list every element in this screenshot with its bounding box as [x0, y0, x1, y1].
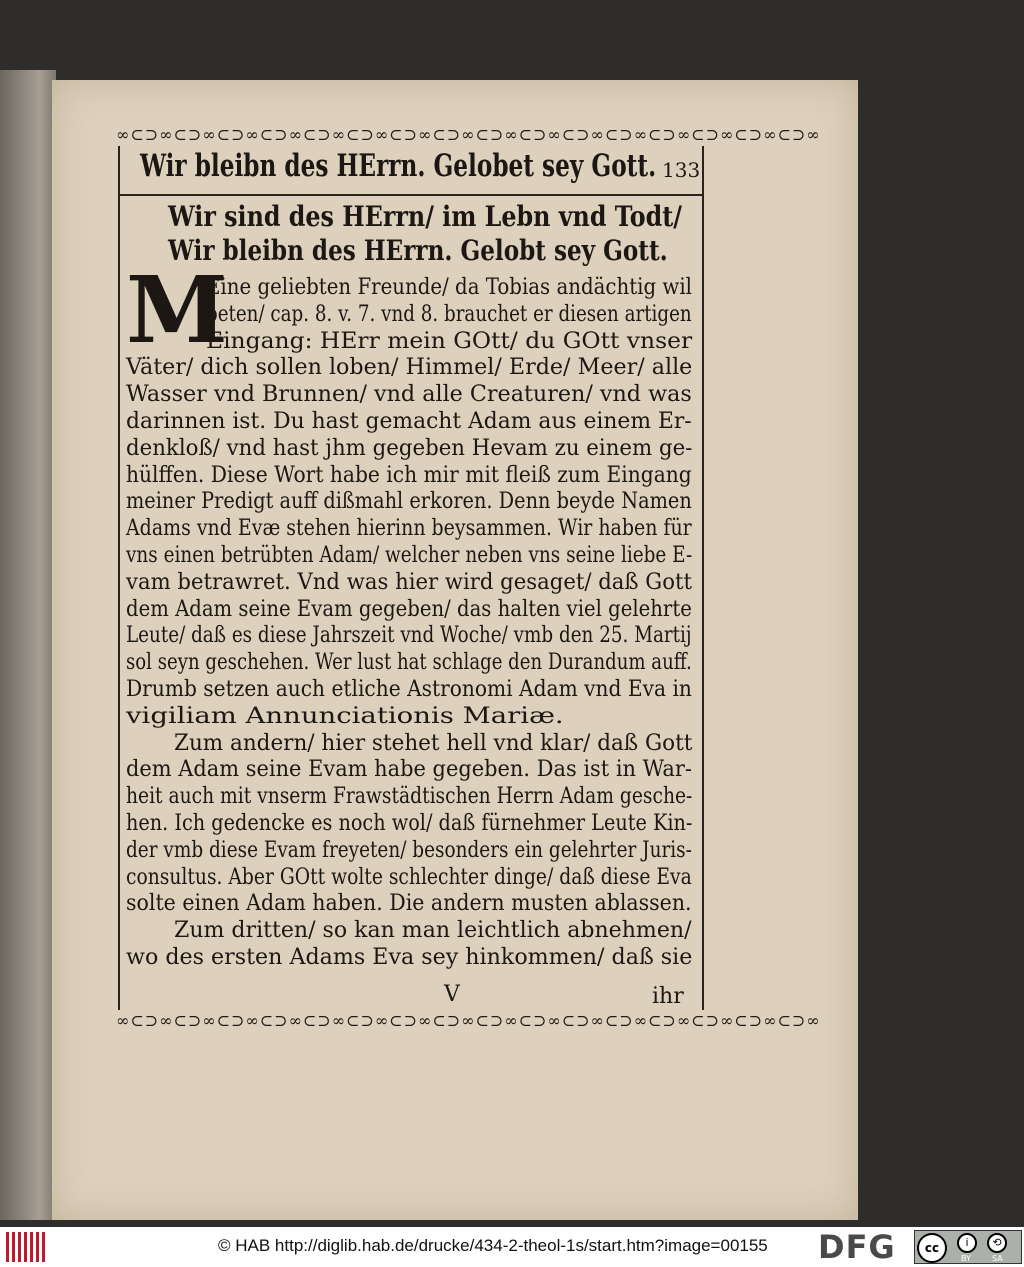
text-line: heit auch mit vnserm Frawstädtischen Herrn Adam gesche-	[126, 784, 693, 810]
drop-cap-initial: M	[126, 256, 228, 364]
text-line: vns einen betrübten Adam/ welcher neben vns seine liebe E-	[126, 543, 693, 568]
text-line: vigiliam Annunciationis Mariæ.	[126, 703, 564, 729]
text-line: dem Adam seine Evam gegeben/ das halten viel gelehrte	[126, 596, 692, 622]
header-rule	[118, 194, 704, 196]
motto-line-2: Wir bleibn des HErrn. Gelobt sey Gott.	[168, 234, 668, 267]
frame-rule-right	[702, 146, 704, 1010]
running-head: Wir bleibn des HErrn. Gelobet sey Gott.	[140, 148, 657, 184]
footer-credit-link[interactable]: © HAB http://diglib.hab.de/drucke/434-2-theol-1s/start.htm?image=00155	[218, 1236, 768, 1255]
text-line: Adams vnd Evæ stehen hierinn beysammen. Wir haben für	[126, 516, 692, 542]
ornamental-border-top: ∞⊂⊃∞⊂⊃∞⊂⊃∞⊂⊃∞⊂⊃∞⊂⊃∞⊂⊃∞⊂⊃∞⊂⊃∞⊂⊃∞⊂⊃∞⊂⊃∞⊂⊃∞⊂⊃∞⊂⊃∞⊂⊃∞	[116, 125, 821, 144]
motto-line-1: Wir sind des HErrn/ im Lebn vnd Todt/	[168, 200, 682, 233]
ornamental-border-bottom: ∞⊂⊃∞⊂⊃∞⊂⊃∞⊂⊃∞⊂⊃∞⊂⊃∞⊂⊃∞⊂⊃∞⊂⊃∞⊂⊃∞⊂⊃∞⊂⊃∞⊂⊃∞⊂⊃∞⊂⊃∞⊂⊃∞	[116, 1011, 821, 1030]
cc-sa-icon: ⟲	[987, 1233, 1007, 1253]
text-line: consultus. Aber GOtt wolte schlechter dinge/ daß diese Eva	[126, 864, 692, 890]
text-line: hülffen. Diese Wort habe ich mir mit fleiß zum Eingang	[126, 462, 692, 488]
text-line: Eine geliebten Freunde/ da Tobias andächtig wil	[206, 275, 692, 300]
text-line: meiner Predigt auff dißmahl erkoren. Denn beyde Namen	[126, 489, 692, 515]
cc-icon: cc	[917, 1233, 947, 1263]
cc-by-icon: i	[957, 1233, 977, 1253]
text-line: vam betrawret. Vnd was hier wird gesaget/ daß Gott	[126, 569, 692, 595]
text-line: Zum andern/ hier stehet hell vnd klar/ daß Gott	[174, 730, 693, 756]
adjacent-page-edge	[0, 70, 56, 1220]
text-line: Eingang: HErr mein GOtt/ du GOtt vnser	[206, 328, 693, 354]
text-line: wo des ersten Adams Eva sey hinkommen/ daß sie	[126, 945, 693, 970]
text-line: der vmb diese Evam freyeten/ besonders ein gelehrter Juris-	[126, 837, 692, 863]
catchword: ihr	[652, 984, 684, 1009]
text-line: Drumb setzen auch etliche Astronomi Adam vnd Eva in	[126, 677, 692, 702]
hab-logo-icon[interactable]	[6, 1232, 48, 1262]
page-number: 133	[662, 158, 701, 182]
text-line: sol seyn geschehen. Wer lust hat schlage den Durandum auff.	[126, 650, 692, 676]
text-line: hen. Ich gedencke es noch wol/ daß fürnehmer Leute Kin-	[126, 811, 693, 836]
frame-rule-left	[118, 146, 120, 1010]
text-line: dem Adam seine Evam habe gegeben. Das ist in War-	[126, 757, 692, 783]
text-line: Väter/ dich sollen loben/ Himmel/ Erde/ Meer/ alle	[126, 355, 693, 381]
signature-mark: V	[444, 982, 460, 1007]
cc-by-label: BY	[961, 1254, 971, 1263]
text-line: Zum dritten/ so kan man leichtlich abnehmen/	[174, 918, 692, 944]
text-line: darinnen ist. Du hast gemacht Adam aus einem Er-	[126, 409, 692, 434]
text-line: denkloß/ vnd hast jhm gegeben Hevam zu einem ge-	[126, 435, 693, 461]
text-line: Leute/ daß es diese Jahrszeit vnd Woche/ vmb den 25. Martij	[126, 623, 692, 649]
cc-license-badge[interactable]	[914, 1230, 1022, 1264]
cc-sa-label: SA	[992, 1254, 1003, 1263]
text-line: Wasser vnd Brunnen/ vnd alle Creaturen/ vnd was	[126, 382, 692, 408]
text-line: solte einen Adam haben. Die andern musten ablassen.	[126, 891, 692, 917]
dfg-logo[interactable]: DFG	[818, 1228, 896, 1266]
text-line: beten/ cap. 8. v. 7. vnd 8. brauchet er diesen artigen	[206, 301, 692, 327]
